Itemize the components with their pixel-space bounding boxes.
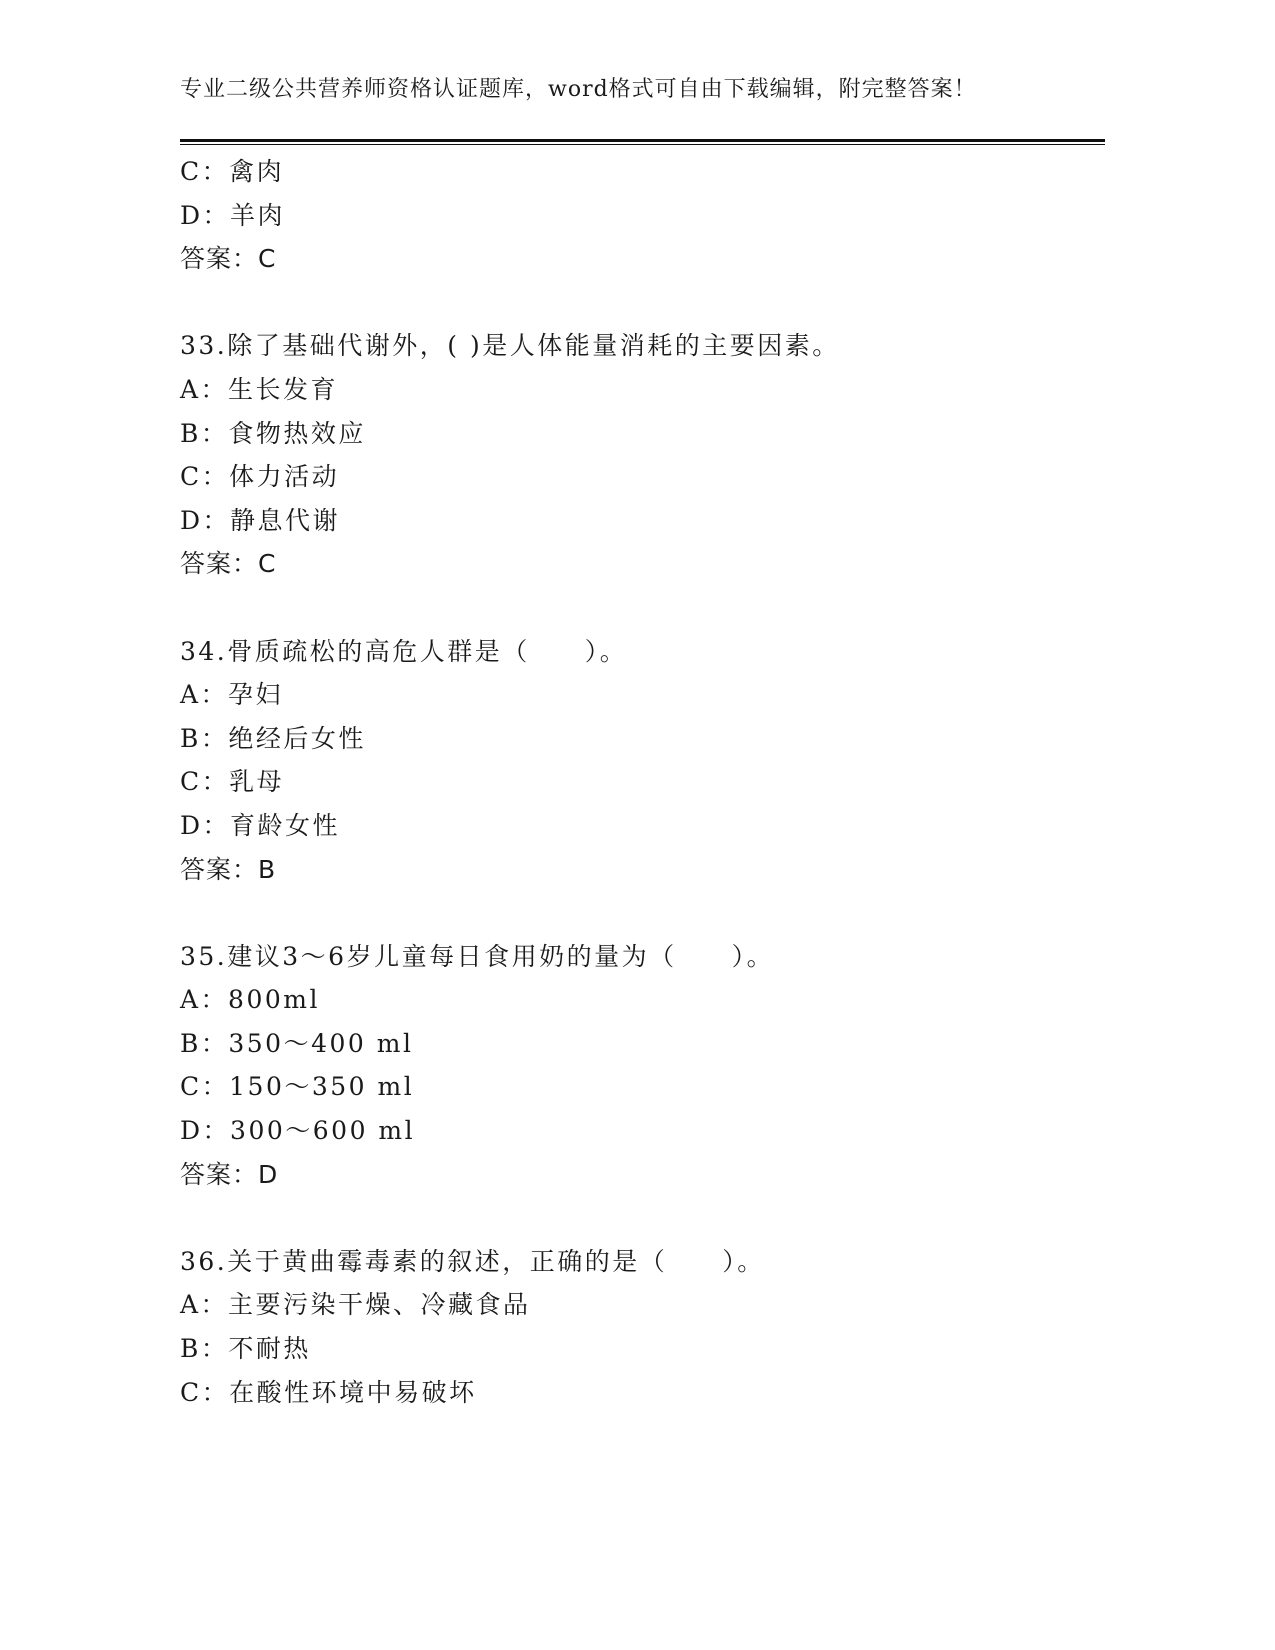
option-c: C：禽肉	[180, 157, 285, 186]
header-rule-thin	[180, 144, 1105, 145]
question-stem: 33.除了基础代谢外，( )是人体能量消耗的主要因素。	[180, 331, 840, 361]
page-header: 专业二级公共营养师资格认证题库，word格式可自由下载编辑，附完整答案！	[180, 77, 977, 102]
option-b: B：不耐热	[180, 1334, 311, 1364]
option-b: B：350～400 ml	[180, 1028, 414, 1058]
option-c: C：体力活动	[180, 462, 340, 492]
question-stem: 36.关于黄曲霉毒素的叙述，正确的是（ ）。	[180, 1246, 765, 1276]
answer-line: 答案：C	[180, 549, 277, 579]
option-a: A：孕妇	[180, 680, 284, 710]
option-c: C：乳母	[180, 767, 285, 797]
question-content	[180, 150, 1105, 1414]
answer-line: 答案：D	[180, 1159, 279, 1189]
header-rule-thick	[180, 139, 1105, 142]
option-d: D：羊肉	[180, 200, 286, 230]
option-d: D：静息代谢	[180, 505, 341, 535]
option-a: A：800ml	[180, 985, 320, 1015]
question-stem: 35.建议3～6岁儿童每日食用奶的量为（ ）。	[180, 941, 775, 971]
question-stem: 34.骨质疏松的高危人群是（ ）。	[180, 636, 628, 666]
answer-line: 答案：B	[180, 854, 277, 884]
option-b: B：绝经后女性	[180, 723, 366, 753]
option-a: A：主要污染干燥、冷藏食品	[180, 1290, 531, 1320]
option-c: C：在酸性环境中易破坏	[180, 1377, 477, 1407]
option-b: B：食物热效应	[180, 418, 366, 448]
spacer	[180, 281, 1105, 325]
option-d: D：育龄女性	[180, 810, 341, 840]
spacer	[180, 891, 1105, 935]
option-c: C：150～350 ml	[180, 1072, 415, 1102]
spacer	[180, 1196, 1105, 1240]
option-a: A：生长发育	[180, 374, 339, 404]
spacer	[180, 586, 1105, 630]
answer-line: 答案：C	[180, 244, 277, 274]
option-d: D：300～600 ml	[180, 1116, 416, 1146]
